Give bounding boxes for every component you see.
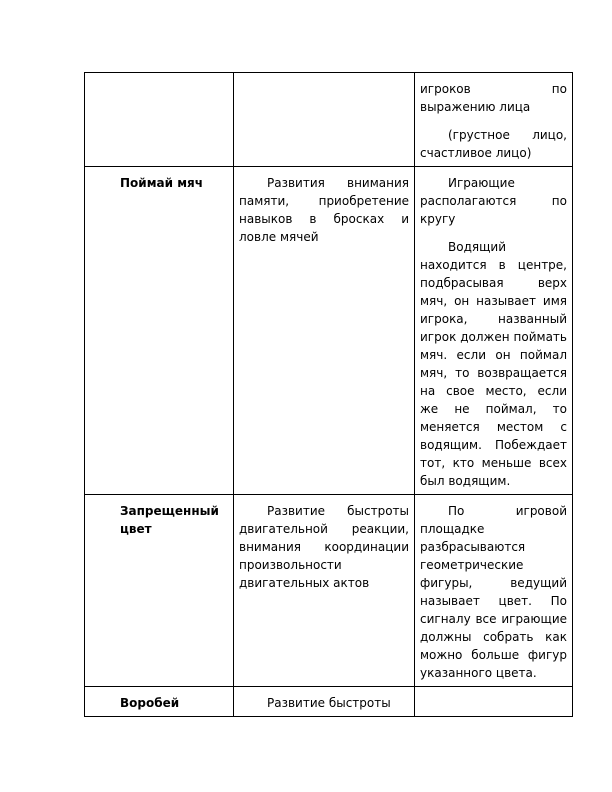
game-name-cell bbox=[85, 73, 234, 167]
description-paragraph: Водящий находится в центре, подбрасывая верх мяч, он называет имя игрока, названный игрок должен поймать мяч. если он поймал мяч, то возвращается на свое место, если же не поймал, то меняется местом с водящим. Побеждает тот, кто меньше всех был водящим. bbox=[420, 240, 567, 488]
game-description-cell bbox=[415, 495, 573, 687]
table-row bbox=[85, 495, 573, 687]
description-paragraph: Играющие располагаются по кругу bbox=[420, 176, 567, 226]
table-row bbox=[85, 687, 573, 717]
games-table bbox=[84, 72, 573, 717]
table-row bbox=[85, 73, 573, 167]
game-name: Поймай мяч bbox=[120, 176, 203, 190]
game-goal: Развития внимания памяти, приобретение навыков в бросках и ловле мячей bbox=[239, 176, 409, 244]
game-name-cell bbox=[85, 495, 234, 687]
description-paragraph: игроков по выражению лица bbox=[420, 82, 567, 114]
game-description-cell bbox=[415, 167, 573, 495]
description-paragraph: (грустное лицо, счастливое лицо) bbox=[420, 128, 567, 160]
game-goal-cell bbox=[234, 687, 415, 717]
game-name: Запрещенный цвет bbox=[120, 504, 219, 536]
game-goal: Развитие быстроты bbox=[267, 696, 391, 710]
game-name-cell bbox=[85, 687, 234, 717]
game-goal-cell bbox=[234, 495, 415, 687]
game-goal: Развитие быстроты двигательной реакции, внимания координации произвольности двигательных актов bbox=[239, 504, 409, 590]
game-goal-cell bbox=[234, 73, 415, 167]
game-name-cell bbox=[85, 167, 234, 495]
game-goal-cell bbox=[234, 167, 415, 495]
game-description-cell bbox=[415, 73, 573, 167]
table-row bbox=[85, 167, 573, 495]
game-description-cell bbox=[415, 687, 573, 717]
description-paragraph: По игровой площадке разбрасываются геометрические фигуры, ведущий называет цвет. По сигналу все играющие должны собрать как можно больше фигур указанного цвета. bbox=[420, 504, 567, 680]
game-name: Воробей bbox=[120, 696, 180, 710]
